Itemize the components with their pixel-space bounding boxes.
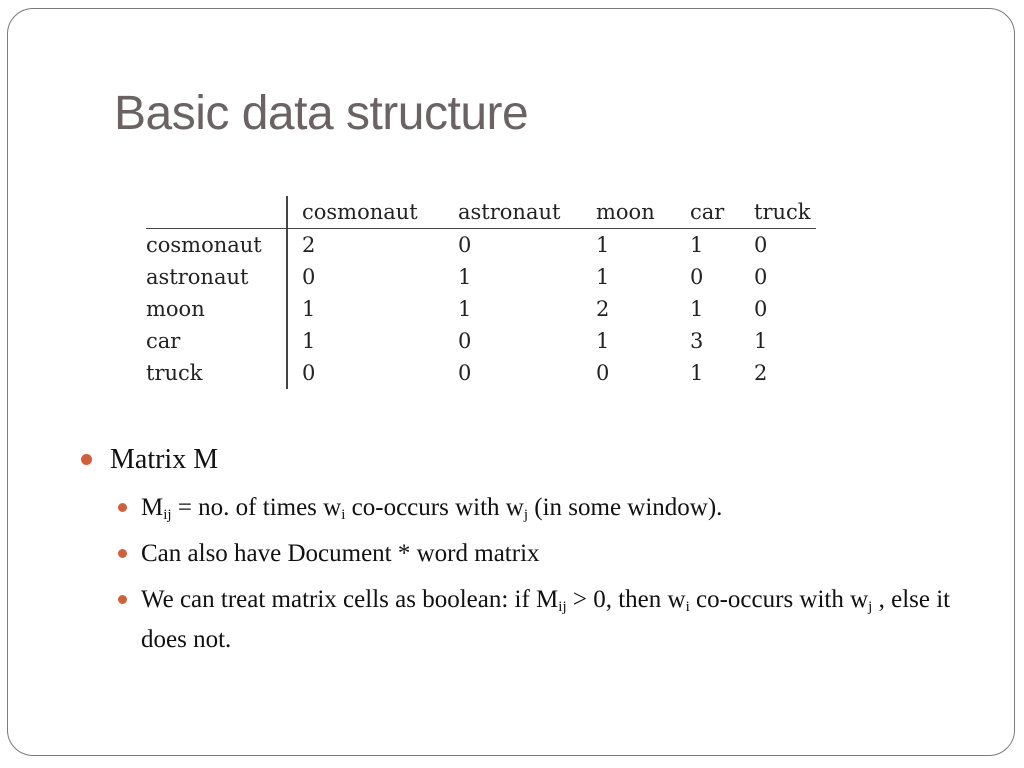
column-header: truck — [754, 196, 816, 229]
column-header: astronaut — [458, 196, 596, 229]
matrix-cell: 1 — [690, 361, 704, 385]
column-header: car — [690, 196, 754, 229]
matrix-cell: 0 — [458, 329, 472, 353]
matrix-cell: 1 — [458, 265, 472, 289]
matrix-cell: 0 — [458, 233, 472, 257]
row-header: truck — [146, 357, 287, 389]
bullet-text-c: co-occurs with w — [689, 586, 869, 613]
matrix-cell: 1 — [690, 233, 704, 257]
bullet-boolean-cells — [80, 580, 980, 660]
matrix-cell: 2 — [754, 361, 768, 385]
matrix-corner-cell — [146, 196, 287, 229]
bullet-document-word-matrix — [80, 534, 980, 574]
subscript-i: i — [341, 507, 346, 523]
matrix-cell: 1 — [596, 329, 610, 353]
matrix-cell: 1 — [596, 233, 610, 257]
matrix-row — [146, 293, 816, 325]
matrix-row — [146, 325, 816, 357]
bullet-text-a: = no. of times w — [171, 494, 342, 521]
matrix-cell: 0 — [754, 233, 768, 257]
matrix-cell: 0 — [302, 265, 316, 289]
row-header: cosmonaut — [146, 229, 287, 262]
subscript-ij: ij — [163, 507, 172, 523]
bullet-dot-icon — [118, 595, 127, 604]
row-header: moon — [146, 293, 287, 325]
matrix-cell: 2 — [302, 233, 316, 257]
matrix-cell: 3 — [690, 329, 704, 353]
matrix-cell: 1 — [458, 297, 472, 321]
matrix-cell: 0 — [754, 297, 768, 321]
bullet-text-b: co-occurs with w — [345, 494, 524, 521]
matrix-row — [146, 357, 816, 389]
bullet-text-c: (in some window). — [528, 494, 723, 521]
matrix-cell: 0 — [458, 361, 472, 385]
row-header: astronaut — [146, 261, 287, 293]
bullet-matrix-m — [80, 440, 980, 480]
matrix-cell: 0 — [302, 361, 316, 385]
matrix-cell: 0 — [596, 361, 610, 385]
subscript-j: j — [523, 507, 528, 523]
subscript-ij: ij — [558, 599, 567, 615]
bullet-text-b: > 0, then w — [566, 586, 686, 613]
matrix-header-row — [146, 196, 816, 229]
column-header: cosmonaut — [287, 196, 458, 229]
bullet-mij-definition — [80, 488, 980, 528]
bullet-text-d: , else it does not. — [141, 586, 951, 653]
bullet-dot-icon — [118, 503, 127, 512]
matrix-row — [146, 229, 816, 262]
bullet-text-a: We can treat matrix cells as boolean: if M — [141, 586, 559, 613]
matrix-cell: 1 — [302, 329, 316, 353]
matrix-cell: 1 — [596, 265, 610, 289]
bullet-text-m: M — [141, 494, 164, 521]
matrix-cell: 1 — [302, 297, 316, 321]
bullet-text: Matrix M — [110, 444, 219, 475]
matrix-table — [146, 196, 816, 389]
bullet-dot-icon — [118, 549, 127, 558]
matrix-row — [146, 261, 816, 293]
bullet-list — [80, 440, 980, 666]
subscript-j: j — [868, 599, 873, 615]
matrix-cell: 1 — [690, 297, 704, 321]
matrix-cell: 0 — [690, 265, 704, 289]
slide-title: Basic data structure — [114, 87, 529, 140]
row-header: car — [146, 325, 287, 357]
matrix-cell: 1 — [754, 329, 768, 353]
column-header: moon — [596, 196, 690, 229]
matrix-cell: 0 — [754, 265, 768, 289]
subscript-i: i — [685, 599, 690, 615]
bullet-dot-icon — [81, 454, 92, 465]
matrix-cell: 2 — [596, 297, 610, 321]
bullet-text: Can also have Document * word matrix — [141, 540, 540, 567]
co-occurrence-matrix — [146, 196, 816, 389]
